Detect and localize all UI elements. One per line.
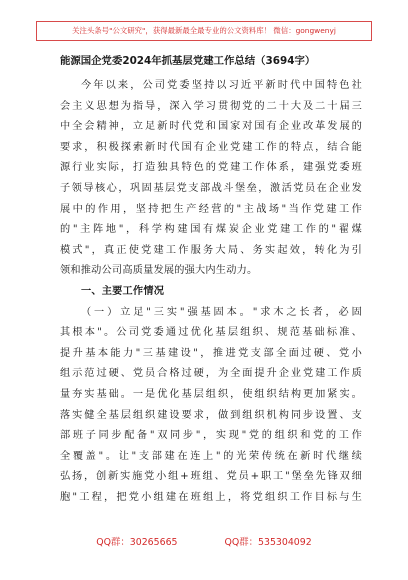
footer-qq-group-1: QQ群：30265665 (96, 537, 178, 548)
text-line: 子领导核心，巩固基层党支部战斗堡垒，激活党员在企业发 (60, 182, 362, 194)
text-line: 落实健全基层组织建设要求，做到组织机构同步设置、支 (60, 409, 362, 421)
text-line: 全覆盖"。让"支部建在连上"的光荣传统在新时代继续 (60, 450, 362, 462)
text-line: 弘扬，创新实施党小组+班组、党员+职工"堡垒先锋双细 (60, 471, 362, 483)
text-line: 胞"工程，把党小组建在班组上，将党组织工作目标与生 (60, 491, 362, 503)
document-body (60, 76, 362, 508)
text-line: 提升基本能力"三基建设"，推进党支部全面过硬、党小 (60, 347, 362, 359)
text-line: 量夯实基础。一是优化基层组织，使组织结构更加紧实。 (60, 388, 362, 400)
header-banner: 关注头条号"公文研究"，获得最新最全最专业的公文资料库！ 微信：gongwenyj (36, 21, 372, 41)
text-line: 要求，积极探索新时代国有企业党建工作的特点，结合能 (60, 141, 362, 153)
section-heading: 一、主要工作情况 (81, 285, 165, 297)
footer (0, 534, 408, 548)
text-line: 中全会精神，立足新时代党和国家对国有企业改革发展的 (60, 121, 362, 133)
footer-qq-group-2: QQ群：535304092 (224, 537, 312, 548)
text-line: 组示范过硬、党员合格过硬，为全面提升企业党建工作质 (60, 368, 362, 380)
text-line: 会主义思想为指导，深入学习贯彻党的二十大及二十届三 (60, 100, 362, 112)
text-line: 源行业实际，打造独具特色的党建工作体系，建强党委班 (60, 162, 362, 174)
text-line: 展中的作用，坚持把生产经营的"主战场"当作党建工作 (60, 203, 362, 215)
text-line: 部班子同步配备"双同步"，实现"党的组织和党的工作 (60, 430, 362, 442)
text-line: 的"主阵地"，科学构建国有煤炭企业党建工作的"翟煤 (60, 224, 362, 236)
text-line: 模式"，真正使党建工作服务大局、务实起效，转化为引 (60, 244, 362, 256)
text-line: 其根本"。公司党委通过优化基层组织、规范基础标准、 (60, 327, 362, 339)
document-title: 能源国企党委2024年抓基层党建工作总结（3694字） (60, 55, 316, 67)
text-line: 今年以来，公司党委坚持以习近平新时代中国特色社 (81, 80, 362, 91)
text-line: 领和推动公司高质量发展的强大内生动力。 (60, 265, 258, 277)
text-line: （一）立足"三实"强基固本。"求木之长者，必固 (81, 306, 362, 318)
